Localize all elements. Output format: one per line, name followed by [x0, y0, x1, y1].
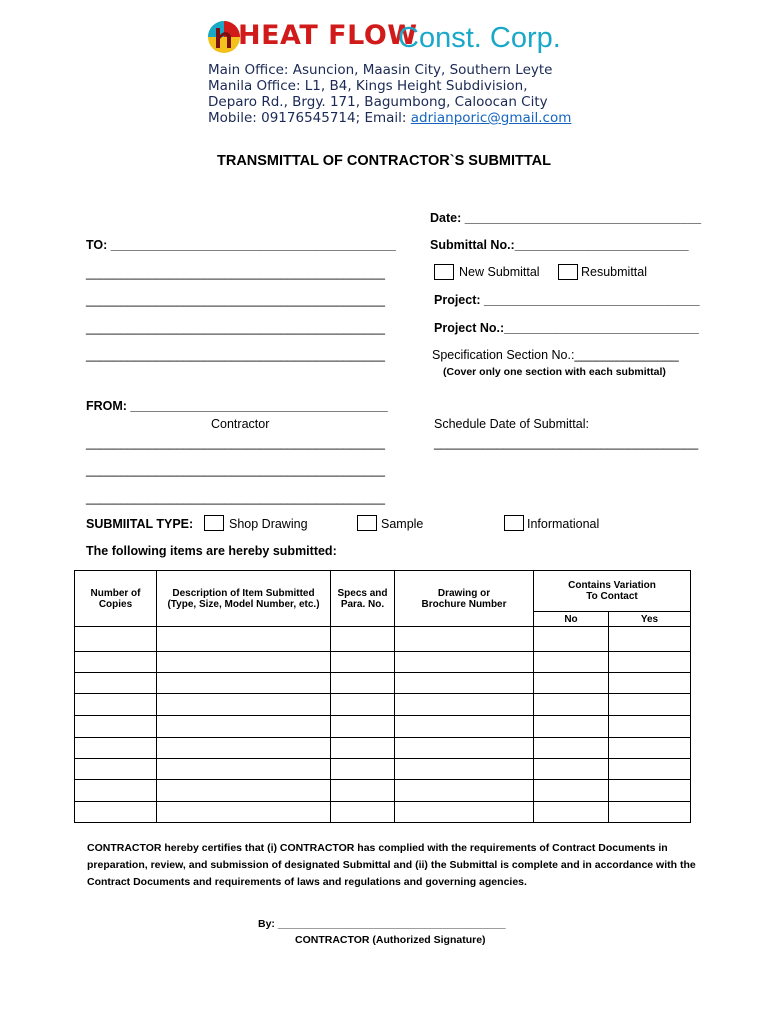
to-line-3[interactable]: ___________________________________________ — [86, 293, 385, 307]
table-row — [75, 759, 691, 780]
table-cell[interactable] — [609, 716, 691, 738]
table-cell[interactable] — [157, 716, 331, 738]
items-table — [74, 570, 691, 823]
table-cell[interactable] — [331, 759, 395, 780]
company-logo-icon — [206, 18, 242, 56]
header-drawing — [395, 571, 534, 627]
table-cell[interactable] — [331, 716, 395, 738]
table-cell[interactable] — [75, 627, 157, 652]
address-manila-office: Manila Office: L1, B4, Kings Height Subdivision, — [208, 78, 528, 94]
table-row — [75, 627, 691, 652]
table-cell[interactable] — [395, 780, 534, 802]
table-cell[interactable] — [331, 652, 395, 673]
table-cell[interactable] — [157, 694, 331, 716]
informational-label: Informational — [527, 517, 600, 531]
shop-drawing-checkbox[interactable] — [204, 515, 224, 531]
table-cell[interactable] — [609, 673, 691, 694]
table-cell[interactable] — [534, 780, 609, 802]
table-cell[interactable] — [75, 716, 157, 738]
header-description-line1: Description of Item Submitted — [172, 587, 315, 599]
table-cell[interactable] — [395, 759, 534, 780]
header-drawing-line2: Brochure Number — [421, 598, 507, 610]
table-cell[interactable] — [157, 627, 331, 652]
table-row — [75, 673, 691, 694]
page-title: TRANSMITTAL OF CONTRACTOR`S SUBMITTAL — [216, 153, 551, 169]
table-cell[interactable] — [75, 780, 157, 802]
table-cell[interactable] — [609, 780, 691, 802]
table-row — [75, 738, 691, 759]
table-cell[interactable] — [534, 694, 609, 716]
table-cell[interactable] — [157, 652, 331, 673]
table-cell[interactable] — [157, 759, 331, 780]
resubmittal-checkbox[interactable] — [558, 264, 578, 280]
header-no: No — [534, 612, 609, 627]
table-cell[interactable] — [534, 738, 609, 759]
items-intro: The following items are hereby submitted: — [86, 544, 337, 558]
table-cell[interactable] — [157, 673, 331, 694]
project-no-field[interactable]: Project No.:____________________________ — [434, 321, 699, 335]
header-variation-line1: Contains Variation — [568, 580, 656, 591]
table-cell[interactable] — [75, 759, 157, 780]
signature-line[interactable]: By: _______________________________________ — [258, 918, 506, 930]
table-cell[interactable] — [609, 627, 691, 652]
table-row — [75, 780, 691, 802]
table-cell[interactable] — [609, 694, 691, 716]
brand-name: HEAT FLOW — [238, 20, 418, 51]
header-specs-line1: Specs and — [337, 587, 388, 599]
table-cell[interactable] — [75, 673, 157, 694]
sample-label: Sample — [381, 517, 424, 531]
spec-section-note: (Cover only one section with each submittal) — [443, 366, 666, 378]
to-line-4[interactable]: ___________________________________________ — [86, 321, 385, 335]
schedule-date-label: Schedule Date of Submittal: — [434, 417, 589, 431]
table-row — [75, 716, 691, 738]
table-cell[interactable] — [395, 673, 534, 694]
from-field[interactable]: FROM: _____________________________________ — [86, 399, 388, 413]
table-cell[interactable] — [609, 652, 691, 673]
submittal-no-field[interactable]: Submittal No.:_________________________ — [430, 238, 689, 252]
table-cell[interactable] — [534, 716, 609, 738]
header-copies — [75, 571, 157, 627]
header-specs-line2: Para. No. — [340, 598, 385, 610]
table-cell[interactable] — [395, 627, 534, 652]
table-cell[interactable] — [157, 802, 331, 823]
header-description-line2: (Type, Size, Model Number, etc.) — [167, 598, 320, 610]
submittal-type-label: SUBMIITAL TYPE: — [86, 517, 194, 531]
header-drawing-line1: Drawing or — [437, 587, 491, 599]
header-variation-line2: To Contact — [586, 591, 638, 602]
resubmittal-label: Resubmittal — [581, 265, 647, 279]
header-description — [157, 571, 331, 627]
table-cell[interactable] — [331, 694, 395, 716]
contact-line — [208, 110, 571, 126]
table-cell[interactable] — [75, 694, 157, 716]
signature-caption: CONTRACTOR (Authorized Signature) — [295, 934, 486, 946]
address-main-office: Main Office: Asuncion, Maasin City, Southern Leyte — [208, 62, 553, 78]
from-line-3[interactable]: ___________________________________________ — [86, 463, 385, 477]
table-cell[interactable] — [534, 627, 609, 652]
header-copies-text: Number of Copies — [90, 587, 141, 610]
project-field[interactable]: Project: _______________________________ — [434, 293, 700, 307]
to-line-5[interactable]: ___________________________________________ — [86, 348, 385, 362]
mobile-label: Mobile: 09176545714; Email: — [208, 110, 411, 126]
table-cell[interactable] — [157, 780, 331, 802]
table-cell[interactable] — [331, 738, 395, 759]
table-cell[interactable] — [331, 673, 395, 694]
table-cell[interactable] — [609, 802, 691, 823]
address-street: Deparo Rd., Brgy. 171, Bagumbong, Caloocan City — [208, 94, 548, 110]
table-cell[interactable] — [395, 652, 534, 673]
from-line-4[interactable]: ___________________________________________ — [86, 491, 385, 505]
table-cell[interactable] — [609, 738, 691, 759]
table-cell[interactable] — [331, 780, 395, 802]
new-submittal-checkbox[interactable] — [434, 264, 454, 280]
table-row — [75, 652, 691, 673]
table-cell[interactable] — [534, 759, 609, 780]
table-cell[interactable] — [395, 802, 534, 823]
spec-section-field[interactable]: Specification Section No.:_______________ — [432, 348, 679, 362]
email-link[interactable]: adrianporic@gmail.com — [410, 110, 572, 126]
table-cell[interactable] — [331, 627, 395, 652]
informational-checkbox[interactable] — [504, 515, 524, 531]
table-cell[interactable] — [609, 759, 691, 780]
table-cell[interactable] — [534, 673, 609, 694]
table-cell[interactable] — [75, 652, 157, 673]
to-line-2[interactable]: ___________________________________________ — [86, 266, 385, 280]
table-row — [75, 802, 691, 823]
table-row — [75, 694, 691, 716]
brand-subname: Const. Corp. — [398, 22, 561, 54]
header-specs — [331, 571, 395, 627]
header-yes: Yes — [609, 612, 691, 627]
sample-checkbox[interactable] — [357, 515, 377, 531]
table-cell[interactable] — [75, 738, 157, 759]
table-cell[interactable] — [534, 802, 609, 823]
table-cell[interactable] — [534, 652, 609, 673]
certification-text: CONTRACTOR hereby certifies that (i) CONTRACTOR has complied with the requirements of Contract Documents in preparation, review, and submission of designated Submittal and (ii) the Submittal is complete and in accordance with the Contract Documents and requirements of laws and regulations and governing agencies. — [87, 842, 696, 888]
from-line-2[interactable]: ___________________________________________ — [86, 436, 385, 450]
table-cell[interactable] — [331, 802, 395, 823]
contractor-caption: Contractor — [211, 417, 270, 431]
table-cell[interactable] — [395, 716, 534, 738]
header-variation — [534, 571, 691, 612]
new-submittal-label: New Submittal — [459, 265, 540, 279]
table-cell[interactable] — [395, 694, 534, 716]
schedule-date-field[interactable]: ______________________________________ — [434, 436, 699, 450]
to-field[interactable]: TO: _________________________________________ — [86, 238, 396, 252]
date-field[interactable]: Date: __________________________________ — [430, 211, 702, 225]
table-cell[interactable] — [75, 802, 157, 823]
table-cell[interactable] — [157, 738, 331, 759]
table-cell[interactable] — [395, 738, 534, 759]
shop-drawing-label: Shop Drawing — [229, 517, 308, 531]
